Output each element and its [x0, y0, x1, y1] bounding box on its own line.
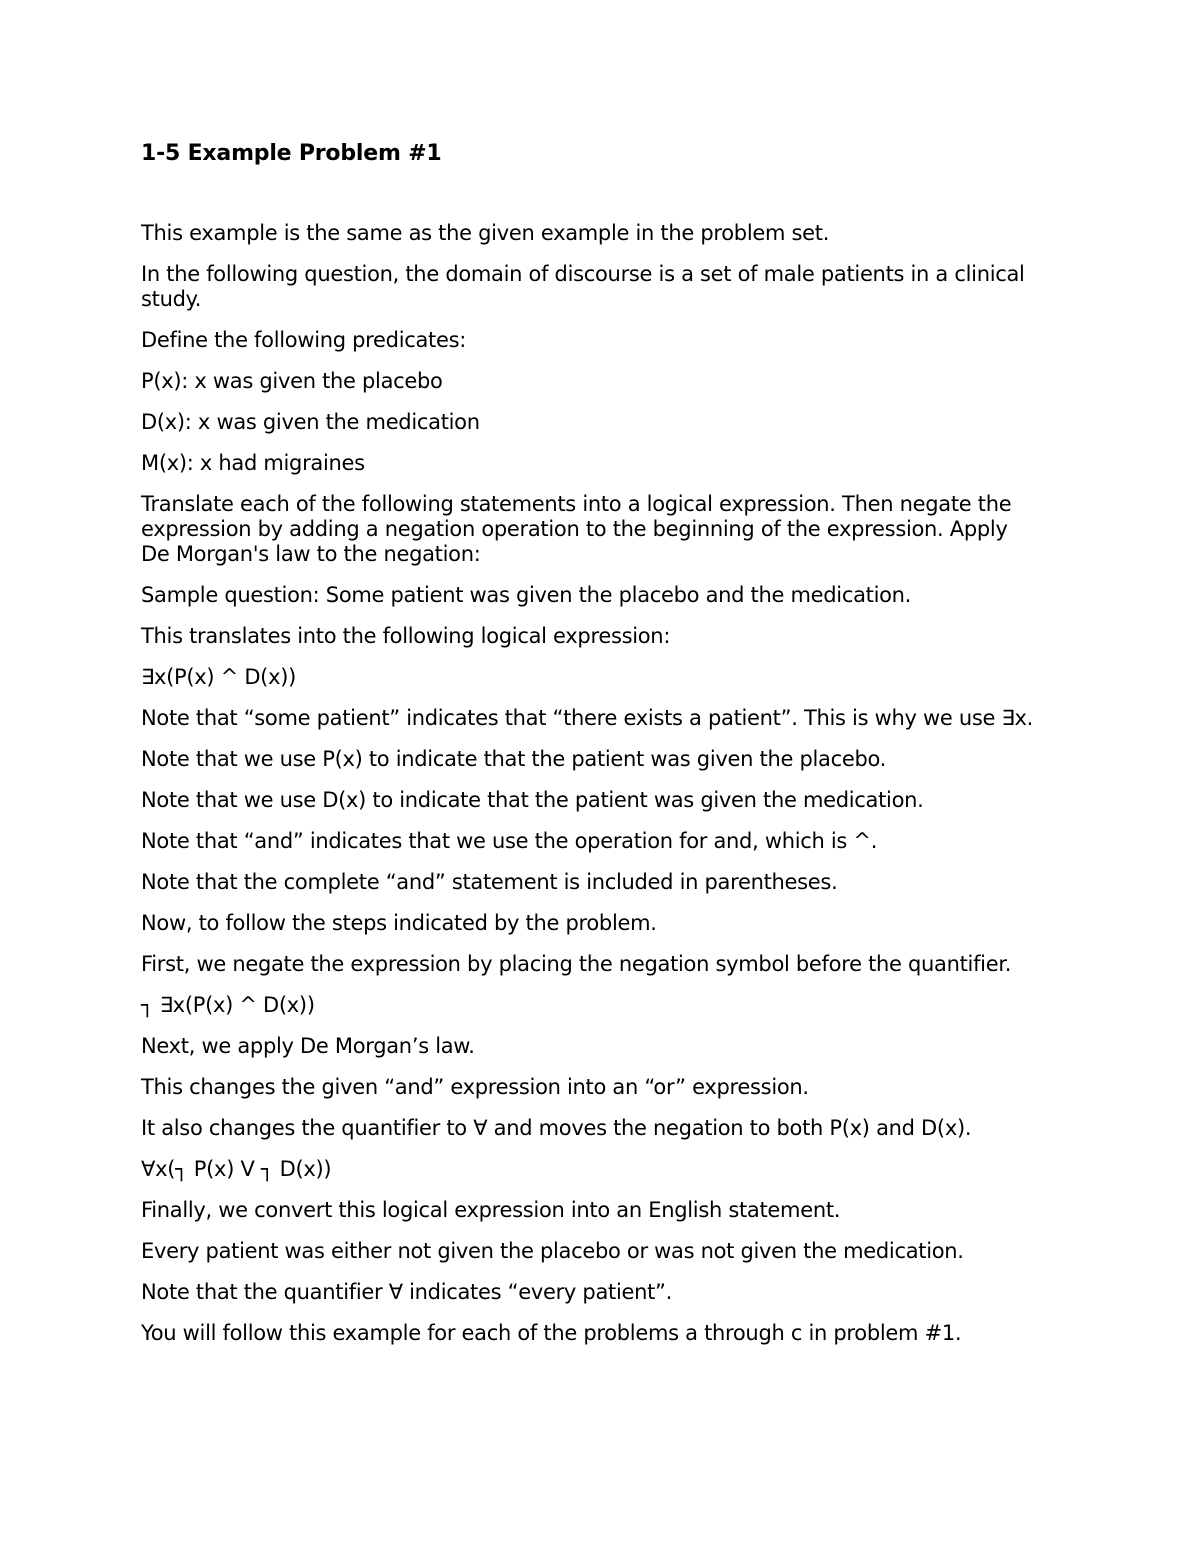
translation-intro: This translates into the following logical expression: — [141, 624, 671, 648]
de-morgan-step: Next, we apply De Morgan’s law. — [141, 1034, 475, 1058]
steps-intro: Now, to follow the steps indicated by the problem. — [141, 911, 657, 935]
logical-expression: ∃x(P(x) ^ D(x)) — [141, 665, 296, 689]
conversion-step: Finally, we convert this logical expression into an English statement. — [141, 1198, 841, 1222]
note-some-patient: Note that “some patient” indicates that “there exists a patient”. This is why we use ∃x. — [141, 706, 1033, 730]
note-medication: Note that we use D(x) to indicate that the patient was given the medication. — [141, 788, 924, 812]
instructions-paragraph: Translate each of the following statements into a logical expression. Then negate the expression by adding a negation operation to the beginning of the expression. Apply De Morgan's law to the negation: — [141, 492, 1012, 566]
note-parentheses: Note that the complete “and” statement is included in parentheses. — [141, 870, 838, 894]
and-to-or-note: This changes the given “and” expression into an “or” expression. — [141, 1075, 809, 1099]
domain-paragraph: In the following question, the domain of discourse is a set of male patients in a clinical study. — [141, 262, 1025, 311]
predicate-d: D(x): x was given the medication — [141, 410, 480, 434]
final-expression: ∀x(┐ P(x) V ┐ D(x)) — [141, 1157, 332, 1181]
negation-step: First, we negate the expression by placing the negation symbol before the quantifier. — [141, 952, 1012, 976]
quantifier-change-note: It also changes the quantifier to ∀ and moves the negation to both P(x) and D(x). — [141, 1116, 972, 1140]
quantifier-note: Note that the quantifier ∀ indicates “every patient”. — [141, 1280, 672, 1304]
paragraph-list — [141, 221, 1041, 1346]
english-statement: Every patient was either not given the placebo or was not given the medication. — [141, 1239, 964, 1263]
document-body — [141, 140, 1041, 1362]
negated-expression: ┐ ∃x(P(x) ^ D(x)) — [141, 993, 315, 1017]
intro-paragraph: This example is the same as the given example in the problem set. — [141, 221, 830, 245]
sample-question: Sample question: Some patient was given the placebo and the medication. — [141, 583, 912, 607]
document-title: 1-5 Example Problem #1 — [141, 141, 442, 166]
predicate-p: P(x): x was given the placebo — [141, 369, 443, 393]
closing-paragraph: You will follow this example for each of the problems a through c in problem #1. — [141, 1321, 962, 1345]
note-placebo: Note that we use P(x) to indicate that the patient was given the placebo. — [141, 747, 887, 771]
predicate-m: M(x): x had migraines — [141, 451, 365, 475]
predicates-heading: Define the following predicates: — [141, 328, 467, 352]
note-and-operation: Note that “and” indicates that we use the operation for and, which is ^. — [141, 829, 878, 853]
